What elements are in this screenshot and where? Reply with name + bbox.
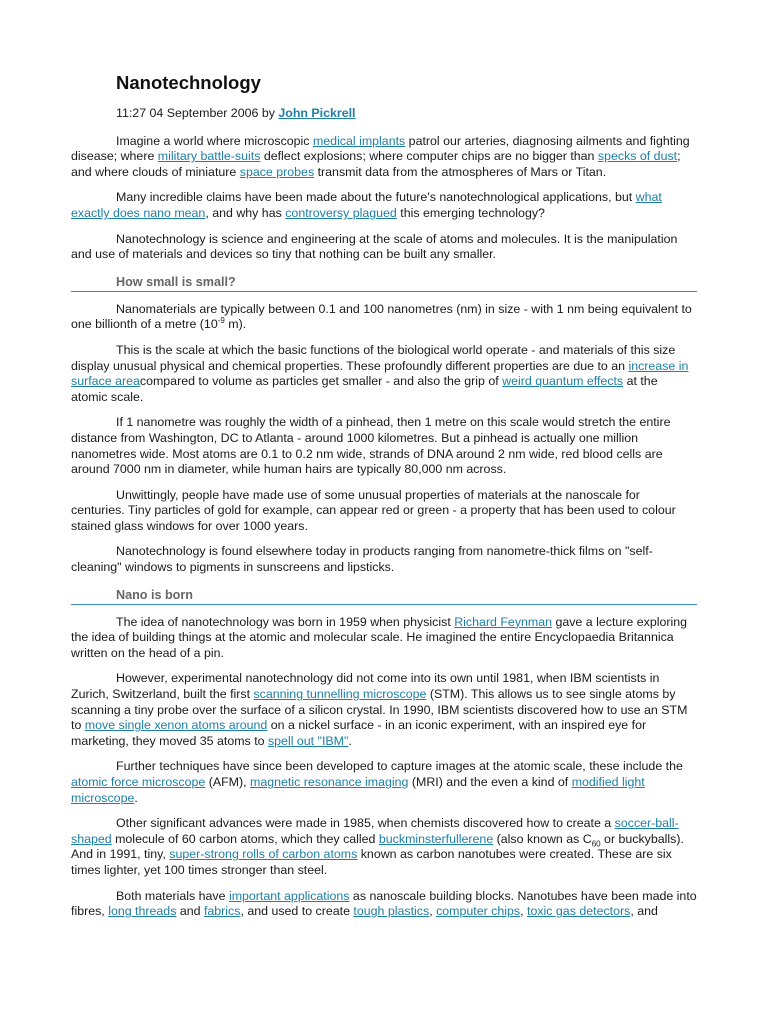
text: Other significant advances were made in 1985, when chemists discovered how to create a [116,816,615,831]
text: ; and where clouds of miniature [71,149,681,179]
link-computer-chips[interactable]: computer chips [436,904,521,919]
text: . [348,733,352,748]
text: molecule of 60 carbon atoms, which they called [111,831,379,846]
text: patrol our arteries, diagnosing ailments and fighting disease; where [71,133,690,164]
text: , and used to create [240,904,354,919]
author-link[interactable]: John Pickrell [278,106,356,120]
link-important-applications[interactable]: important applications [228,888,350,903]
link-super-strong-rolls-of-carbon-atoms[interactable]: super-strong rolls of carbon atoms [169,847,358,862]
section1-paragraph-2 [71,343,697,405]
article [71,70,697,930]
byline [116,106,697,122]
text: (STM). This allows us to see single atoms by scanning a tiny probe over the surface of a silicon crystal. In 1990, IBM scientists discovered how to use an STM to [71,687,688,733]
text: this emerging technology? [396,205,545,220]
byline-datetime: 11:27 04 September 2006 [116,106,259,120]
link-tough-plastics[interactable]: tough plastics [353,904,430,919]
link-space-probes[interactable]: space probes [239,164,315,179]
text: deflect explosions; where computer chips are no bigger than [260,149,598,164]
text: , [520,904,527,919]
link-medical-implants[interactable]: medical implants [312,133,406,148]
section2-paragraph-1 [71,615,697,662]
section-heading-nano-is-born: Nano is born [71,588,697,605]
intro-paragraph-3: Nanotechnology is science and engineering at the scale of atoms and molecules. It is the manipulation and use of materials and devices so tiny that nothing can be built any smaller. [71,231,678,262]
text: gave a lecture exploring the idea of building things at the atomic and molecular scale. He imagined the entire Encyclopaedia Britannica written on the head of a pin. [71,614,688,660]
text: . [134,790,138,805]
link-weird-quantum-effects[interactable]: weird quantum effects [502,374,624,389]
text: transmit data from the atmospheres of Mars or Titan. [314,164,607,179]
link-magnetic-resonance-imaging[interactable]: magnetic resonance imaging [250,775,409,789]
section-heading-how-small: How small is small? [71,275,697,292]
link-what-nano-means[interactable]: what exactly does nano mean [71,190,662,220]
text: or buckyballs). And in 1991, tiny, [71,831,684,862]
article-title: Nanotechnology [116,72,261,93]
text: , and why has [205,205,286,220]
text: (also known as C [493,831,592,846]
text: , and [630,904,658,919]
text: , [429,904,437,919]
intro-paragraph-1 [71,134,697,181]
text: known as carbon nanotubes were created. These are six times lighter, yet 100 times stronger than steel. [71,847,672,877]
text: The idea of nanotechnology was born in 1959 when physicist [116,614,455,629]
link-fabrics[interactable]: fabrics [203,904,241,919]
text: (MRI) and the even a kind of [408,775,572,789]
subscript: 60 [591,839,601,849]
text: on a nickel surface - in an iconic experiment, with an inspired eye for marketing, they moved 35 atoms to [71,718,647,748]
section1-paragraph-1 [71,302,697,333]
link-increase-in-surface-area[interactable]: increase in surface area [71,358,689,389]
section2-paragraph-2 [71,671,697,749]
text: However, experimental nanotechnology did not come into its own until 1981, when IBM scientists in Zurich, Switzerland, built the first [71,671,660,702]
section2-paragraph-5 [71,889,697,920]
link-controversy-plagued[interactable]: controversy plagued [285,205,397,220]
section1-paragraph-3: If 1 nanometre was roughly the width of a pinhead, then 1 metre on this scale would stretch the entire distance from Washington, DC to Atlanta - around 1000 kilometres. But a pinhead is actually one million nanometres wide. Most atoms are 0.1 to 0.2 nm wide, strands of DNA around 2 nm wide, red blood cells are around 7000 nm in diameter, while human hairs are typically 80,000 nm across. [71,415,671,477]
link-soccer-ball-shaped[interactable]: soccer-ball-shaped [71,816,679,846]
text: Further techniques have since been developed to capture images at the atomic scale, these include the [116,759,683,774]
link-buckminsterfullerene[interactable]: buckminsterfullerene [378,831,494,846]
section2-paragraph-4 [71,816,697,878]
section1-paragraph-5: Nanotechnology is found elsewhere today in products ranging from nanometre-thick films on "self-cleaning" windows to pigments in sunscreens and lipsticks. [71,544,653,575]
link-spell-out-ibm[interactable]: spell out "IBM" [267,733,349,748]
text: This is the scale at which the basic functions of the biological world operate - and materials of this size display unusual physical and chemical properties. These profoundly different properties are due to an [71,342,676,373]
link-atomic-force-microscope[interactable]: atomic force microscope [71,775,206,789]
superscript: -9 [217,316,225,326]
link-long-threads[interactable]: long threads [108,904,177,919]
link-richard-feynman[interactable]: Richard Feynman [454,614,553,629]
link-military-battle-suits[interactable]: military battle-suits [157,149,261,164]
link-specks-of-dust[interactable]: specks of dust [597,149,678,164]
section1-paragraph-4: Unwittingly, people have made use of some unusual properties of materials at the nanoscale for centuries. Tiny particles of gold for example, can appear red or green - a property that has been used to colour stained glass windows for over 1000 years. [71,487,676,533]
link-modified-light-microscope[interactable]: modified light microscope [71,775,645,805]
text: Nanomaterials are typically between 0.1 and 100 nanometres (nm) in size - with 1 nm being equivalent to one billionth of a metre (10 [71,301,692,332]
text: Many incredible claims have been made about the future's nanotechnological applications, but [116,190,636,205]
text: at the atomic scale. [71,374,658,404]
text: m). [224,317,247,332]
link-move-single-xenon-atoms[interactable]: move single xenon atoms around [84,718,268,733]
text: (AFM), [205,775,251,789]
byline-by: by [261,106,275,120]
link-toxic-gas-detectors[interactable]: toxic gas detectors [527,904,631,919]
text: as nanoscale building blocks. Nanotubes have been made into fibres, [71,888,697,919]
section2-paragraph-3 [71,759,697,806]
text: Imagine a world where microscopic [116,133,313,148]
link-scanning-tunnelling-microscope[interactable]: scanning tunnelling microscope [253,687,427,702]
text: compared to volume as particles get smaller - and also the grip of [139,374,503,389]
text: and [176,904,204,919]
text: Both materials have [116,888,229,903]
intro-paragraph-2 [71,190,697,221]
